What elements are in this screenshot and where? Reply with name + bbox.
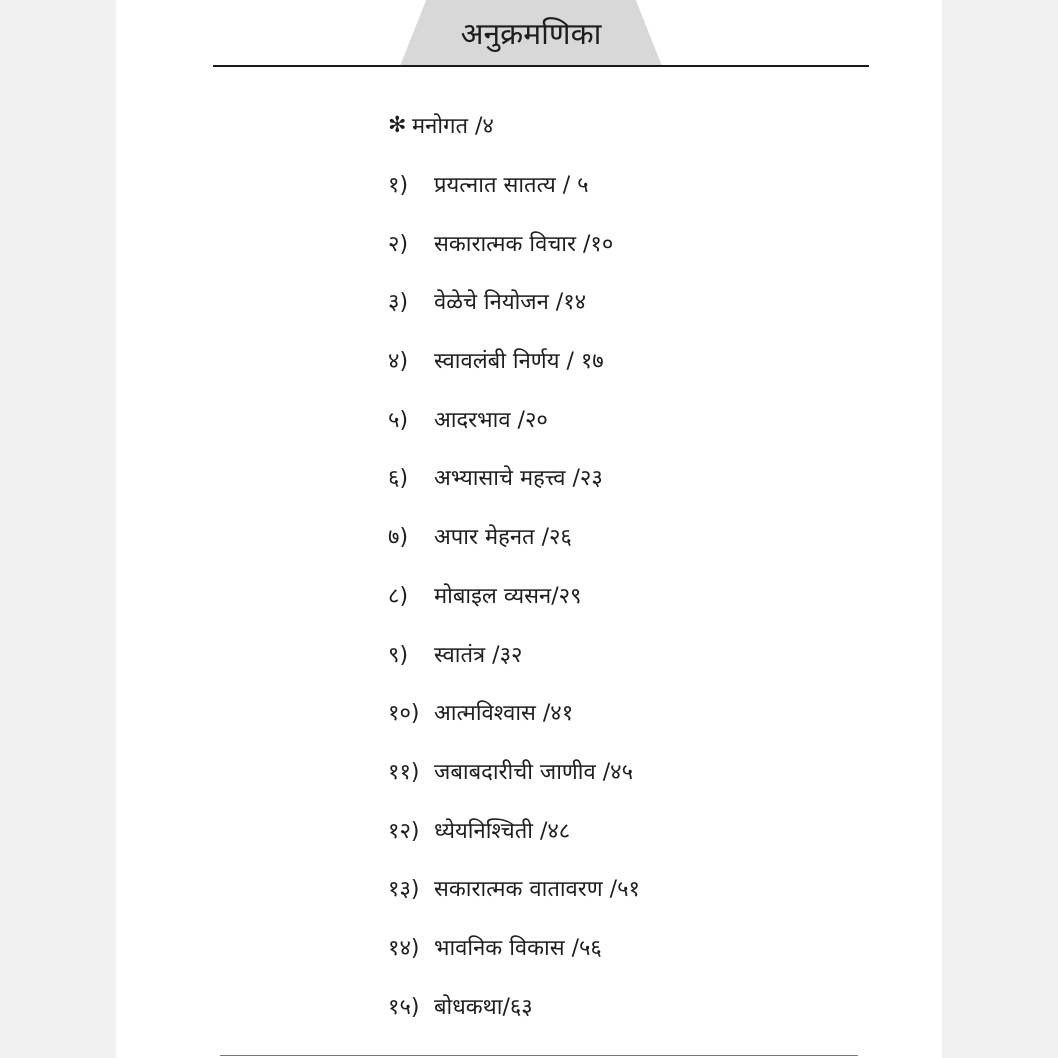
toc-entry: [388, 566, 640, 625]
toc-entry-text: प्रयत्नात सातत्य / ५: [434, 173, 589, 199]
toc-entry-number: १५): [388, 994, 420, 1020]
toc-entry: [388, 859, 640, 918]
toc-entry-text: वेळेचे नियोजन /१४: [434, 290, 587, 316]
toc-entry: [388, 448, 640, 507]
toc-entry-number: २): [388, 231, 409, 257]
top-divider: [213, 65, 869, 67]
toc-entry: [388, 800, 640, 859]
toc-entry-number: १४): [388, 935, 420, 961]
toc-entry-text: मनोगत /४: [412, 114, 494, 140]
toc-entry-number: ७): [388, 525, 409, 551]
toc-entry-preface: [388, 96, 640, 155]
asterisk-icon: ✻: [388, 112, 407, 138]
toc-entry-number: ४): [388, 349, 409, 375]
toc-entry-number: ११): [388, 759, 420, 785]
toc-entry: [388, 918, 640, 977]
toc-entry-number: १२): [388, 818, 420, 844]
toc-entry: [388, 331, 640, 390]
toc-entry-text: आत्मविश्वास /४१: [434, 701, 574, 727]
toc-entry: [388, 507, 640, 566]
toc-entry-text: आदरभाव /२०: [434, 407, 548, 433]
table-of-contents: [388, 96, 640, 1035]
toc-entry: [388, 742, 640, 801]
toc-entry-number: ३): [388, 290, 409, 316]
toc-entry-number: १): [388, 173, 409, 199]
toc-entry-text: सकारात्मक विचार /१०: [434, 231, 614, 257]
toc-entry-text: अभ्यासाचे महत्त्व /२३: [434, 466, 603, 492]
toc-entry-text: मोबाइल व्यसन/२९: [434, 583, 582, 609]
toc-entry: [388, 213, 640, 272]
bottom-divider: [220, 1055, 858, 1056]
toc-entry-number: ६): [388, 466, 409, 492]
toc-entry-number: ८): [388, 583, 409, 609]
toc-entry-number: ५): [388, 407, 409, 433]
toc-entry-text: ध्येयनिश्चिती /४८: [434, 818, 571, 844]
toc-entry-number: १०): [388, 701, 420, 727]
toc-entry: [388, 683, 640, 742]
toc-entry: [388, 624, 640, 683]
toc-entry: [388, 155, 640, 214]
toc-entry-text: सकारात्मक वातावरण /५१: [434, 877, 640, 903]
toc-entry-text: स्वातंत्र /३२: [434, 642, 523, 668]
document-page: [116, 0, 942, 1058]
toc-entry: [388, 389, 640, 448]
toc-entry-number: ९): [388, 642, 409, 668]
toc-entry-text: स्वावलंबी निर्णय / १७: [434, 349, 604, 375]
toc-entry: [388, 272, 640, 331]
page-title: अनुक्रमणिका: [460, 17, 602, 52]
toc-entry-text: जबाबदारीची जाणीव /४५: [434, 759, 634, 785]
toc-entry-text: बोधकथा/६३: [434, 994, 533, 1020]
toc-entry: [388, 976, 640, 1035]
toc-entry-number: १३): [388, 877, 420, 903]
toc-entry-text: अपार मेहनत /२६: [434, 525, 572, 551]
toc-entry-text: भावनिक विकास /५६: [434, 935, 602, 961]
